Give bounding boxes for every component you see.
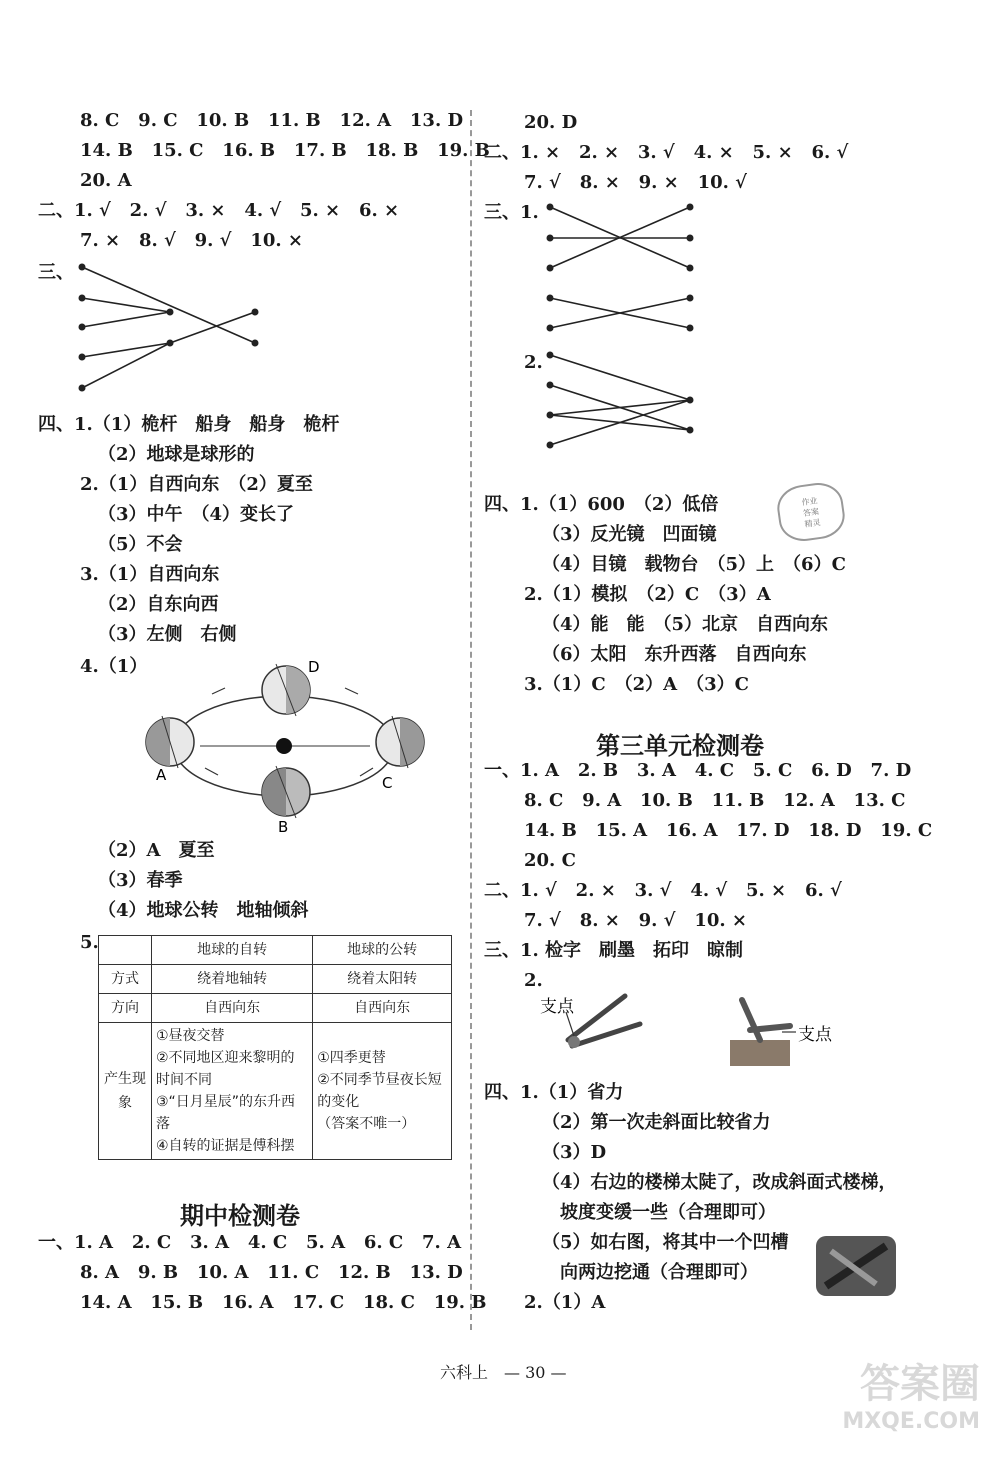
phenomenon-item: （答案不唯一） — [317, 1116, 416, 1132]
answer-line: 14. A 15. B 16. A 17. C 18. C 19. B — [80, 1292, 487, 1313]
phenomenon-item: ②不同季节昼夜长短的变化 — [317, 1072, 442, 1110]
groove-photo — [816, 1236, 896, 1296]
answer-line: 二、1. √ 2. × 3. √ 4. √ 5. × 6. √ — [484, 880, 842, 901]
table-cell: 自西向东 — [152, 994, 313, 1023]
phenomenon-item: ①昼夜交替 — [156, 1028, 225, 1044]
orbit-label-d: D — [308, 658, 320, 676]
answer-line: 三、1. 检字 刷墨 拓印 晾制 — [484, 940, 744, 961]
table-cell: 自西向东 — [313, 994, 452, 1023]
page-footer: 六科上 — 30 — — [440, 1363, 567, 1382]
answer-line: （5）不会 — [98, 534, 183, 555]
answer-line: （2）第一次走斜面比较省力 — [542, 1112, 771, 1133]
answer-line: （4）能 能 （5）北京 自西向东 — [542, 614, 829, 635]
watermark-text: 答案圈 — [860, 1361, 980, 1407]
answer-line: 14. B 15. C 16. B 17. B 18. B 19. B — [80, 140, 490, 161]
answer-line: 7. × 8. √ 9. √ 10. × — [80, 230, 303, 251]
answer-line: 一、1. A 2. B 3. A 4. C 5. C 6. D 7. D — [484, 760, 912, 781]
table-header: 地球的自转 — [152, 936, 313, 965]
answer-line: （4）目镜 载物台 （5）上 （6）C — [542, 554, 846, 575]
fulcrum-label: 支点 — [540, 997, 574, 1017]
answer-line: 7. √ 8. × 9. √ 10. × — [524, 910, 747, 931]
answer-line: 二、1. × 2. × 3. √ 4. × 5. × 6. √ — [484, 142, 849, 163]
pliers-icon — [566, 996, 640, 1048]
answer-line: 三、 — [38, 262, 74, 283]
table-cell: 产生现象 — [99, 1023, 152, 1160]
stamp-text: 精灵 — [803, 517, 822, 529]
answer-line: 二、1. √ 2. √ 3. × 4. √ 5. × 6. × — [38, 200, 400, 221]
answer-line: 一、1. A 2. C 3. A 4. C 5. A 6. C 7. A — [38, 1232, 462, 1253]
answer-line: （3）春季 — [98, 870, 183, 891]
table-header: 地球的公转 — [313, 936, 452, 965]
answer-line: 2. — [524, 970, 543, 991]
answer-line: （3）D — [542, 1142, 607, 1163]
answer-line: （4）右边的楼梯太陡了，改成斜面式楼梯， — [542, 1172, 897, 1193]
answer-line: 20. C — [524, 850, 576, 871]
phenomenon-item: ①四季更替 — [317, 1050, 386, 1066]
table-cell: 绕着地轴转 — [152, 965, 313, 994]
question-label: 5. — [80, 932, 99, 953]
answer-line: 三、1. — [484, 202, 539, 223]
answer-line: 2.（1）A — [524, 1292, 606, 1313]
stamp-text: 答案 — [802, 506, 820, 518]
answer-line: （2）自东向西 — [98, 594, 219, 615]
fulcrum-label: 支点 — [798, 1025, 832, 1045]
watermark — [842, 1352, 980, 1434]
answer-line: 3.（1）C （2）A （3）C — [524, 674, 749, 695]
answer-line: （2）地球是球形的 — [98, 444, 255, 465]
answer-line: 向两边挖通（合理即可） — [560, 1262, 758, 1283]
section-title: 期中检测卷 — [180, 1202, 300, 1230]
answer-line: 8. C 9. C 10. B 11. B 12. A 13. D — [80, 110, 464, 131]
answer-line: 3.（1）自西向东 — [80, 564, 220, 585]
answer-line: 四、1.（1）600 （2）低倍 — [484, 494, 719, 515]
answer-line: （3）中午 （4）变长了 — [98, 504, 295, 525]
answer-line: （3）反光镜 凹面镜 — [542, 524, 717, 545]
answer-line: （4）地球公转 地轴倾斜 — [98, 900, 309, 921]
answer-line: 20. A — [80, 170, 132, 191]
table-cell: 绕着太阳转 — [313, 965, 452, 994]
orbit-label-b: B — [278, 818, 289, 836]
section-title: 第三单元检测卷 — [596, 732, 764, 760]
answer-line: 7. √ 8. × 9. × 10. √ — [524, 172, 747, 193]
answer-line: （3）左侧 右侧 — [98, 624, 237, 645]
answer-line: （6）太阳 东升西落 自西向东 — [542, 644, 807, 665]
orbit-label-c: C — [382, 774, 393, 792]
watermark-url: MXQE.COM — [842, 1409, 980, 1434]
answer-line: 8. C 9. A 10. B 11. B 12. A 13. C — [524, 790, 906, 811]
answer-line: 2. — [524, 352, 543, 373]
orbit-label-a: A — [156, 766, 167, 784]
phenomenon-item: ③“日月星辰”的东升西落 — [156, 1094, 296, 1132]
hammer-icon — [730, 1000, 796, 1066]
answer-line: 四、1.（1）省力 — [484, 1082, 624, 1103]
table-cell: 方向 — [99, 994, 152, 1023]
answer-line: 2.（1）模拟 （2）C （3）A — [524, 584, 771, 605]
answer-line: 4.（1） — [80, 656, 148, 677]
phenomenon-item: ②不同地区迎来黎明的时间不同 — [156, 1050, 295, 1088]
answer-line: （2）A 夏至 — [98, 840, 215, 861]
answer-line: 14. B 15. A 16. A 17. D 18. D 19. C — [524, 820, 933, 841]
answer-line: 四、1.（1）桅杆 船身 船身 桅杆 — [38, 414, 340, 435]
answer-line: （5）如右图，将其中一个凹槽 — [542, 1232, 789, 1253]
answer-line: 20. D — [524, 112, 578, 133]
stamp-text: 作业 — [800, 495, 819, 507]
phenomenon-item: ④自转的证据是傅科摆 — [156, 1138, 295, 1154]
answer-line: 8. A 9. B 10. A 11. C 12. B 13. D — [80, 1262, 463, 1283]
answer-line: 2.（1）自西向东 （2）夏至 — [80, 474, 313, 495]
table-cell: 方式 — [99, 965, 152, 994]
answer-line: 坡度变缓一些（合理即可） — [560, 1202, 776, 1223]
